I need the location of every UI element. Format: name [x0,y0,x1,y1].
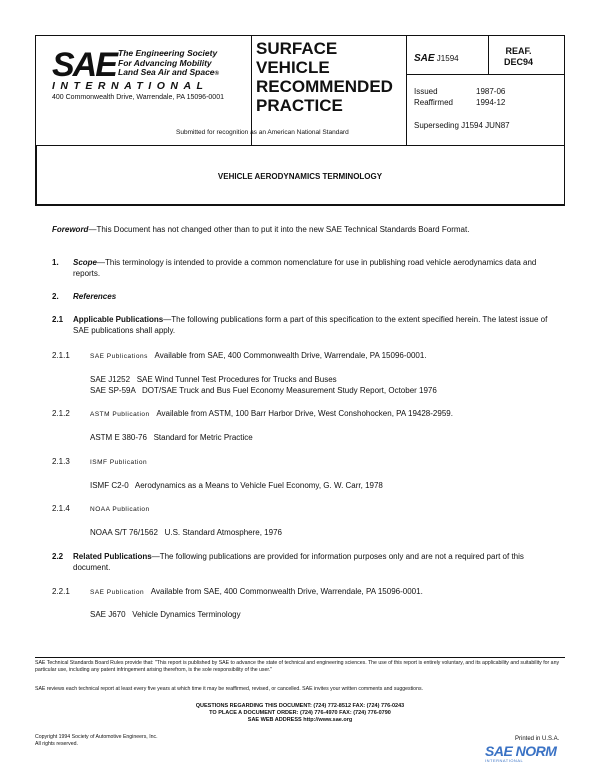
section-2-2-number: 2.2 [52,552,64,561]
section-2-2-1-text: SAE Publication Available from SAE, 400 Commonwealth Drive, Warrendale, PA 15096-0001. [90,587,423,596]
reference-item: SAE J670 Vehicle Dynamics Terminology [90,610,241,619]
section-1-number: 1. [52,258,59,267]
document-number: SAE J1594 [414,53,459,64]
document-title: VEHICLE AERODYNAMICS TERMINOLOGY [217,172,383,181]
copyright: Copyright 1994 Society of Automotive Engineers, Inc. All rights reserved. [35,734,158,747]
section-2-1-1-number: 2.1.1 [52,351,70,360]
section-2-1-3-label: ISMF Publication [90,459,148,466]
international-label: INTERNATIONAL [52,80,209,92]
superseding-note: Superseding J1594 JUN87 [414,121,510,130]
footer-rule [35,657,565,658]
printed-in: Printed in U.S.A. [515,736,560,742]
footer-note-review: SAE reviews each technical report at least every five years at which time it may be reaffirmed, revised, or cancelled. SAE invites your written comments and suggestions. [35,686,423,692]
section-2-1-text: Applicable Publications—The following publications form a part of this specification to the extent specified herein. The latest issue of SAE publications shall apply. [73,315,548,335]
section-2-1-number: 2.1 [52,315,64,324]
document-type: SURFACE VEHICLE RECOMMENDED PRACTICE [256,39,393,115]
sae-logo: SAE [52,46,116,84]
foreword: Foreword—This Document has not changed other than to put it into the new SAE Technical Standards Board Format. [52,225,470,234]
section-2-1-3-number: 2.1.3 [52,457,70,466]
sae-address: 400 Commonwealth Drive, Warrendale, PA 15096-0001 [52,94,224,101]
section-2-1-2-number: 2.1.2 [52,409,70,418]
reference-item: SAE J1252 SAE Wind Tunnel Test Procedures for Trucks and Buses [90,375,337,384]
section-2-number: 2. [52,292,59,301]
issue-dates: Issued 1987-06 Reaffirmed 1994-12 [414,87,506,107]
footer-note-standards: SAE Technical Standards Board Rules provide that: "This report is published by SAE to advance the state of technical and engineering sciences. The use of this report is entirely voluntary, and its applicability and suitability for any particular use, including any patent infringement arising therefrom, is the sole responsibility of the user." [35,660,560,673]
society-tagline: The Engineering Society For Advancing Mobility Land Sea Air and Space® [118,48,219,77]
reference-item: NOAA S/T 76/1562 U.S. Standard Atmosphere, 1976 [90,528,282,537]
section-2-1-4-number: 2.1.4 [52,504,70,513]
section-2-title: References [73,292,117,301]
reference-item: ISMF C2-0 Aerodynamics as a Means to Vehicle Fuel Economy, G. W. Carr, 1978 [90,481,383,490]
section-2-2-1-number: 2.2.1 [52,587,70,596]
section-1-scope: Scope—This terminology is intended to provide a common nomenclature for use in publishing road vehicle aerodynamics data and reports. [73,258,537,278]
footer-contacts: QUESTIONS REGARDING THIS DOCUMENT: (724) 772-8512 FAX: (724) 776-0243 TO PLACE A DOCUMENT ORDER: (724) 776-4970 FAX: (724) 776-0790 SAE WEB ADDRESS http://www.sae.org [195,703,405,723]
section-2-1-2-text: ASTM Publication Available from ASTM, 100 Barr Harbor Drive, West Conshohocken, PA 19428-2959. [90,409,453,418]
section-2-2-text: Related Publications—The following publications are provided for information purposes only and are not a required part of this document. [73,552,524,572]
title-divider [35,204,565,206]
reference-item: ASTM E 380-76 Standard for Metric Practice [90,433,253,442]
section-2-1-1-text: SAE Publications Available from SAE, 400 Commonwealth Drive, Warrendale, PA 15096-0001. [90,351,427,360]
reference-item: SAE SP-59A DOT/SAE Truck and Bus Fuel Economy Measurement Study Report, October 1976 [90,386,437,395]
reaffirmation-mark: REAF. DEC94 [504,46,534,67]
sae-norm-stamp: SAE NORM INTERNATIONAL [485,743,557,763]
section-2-1-4-label: NOAA Publication [90,506,150,513]
ansi-submission-note: Submitted for recognition as an American National Standard [176,129,349,136]
